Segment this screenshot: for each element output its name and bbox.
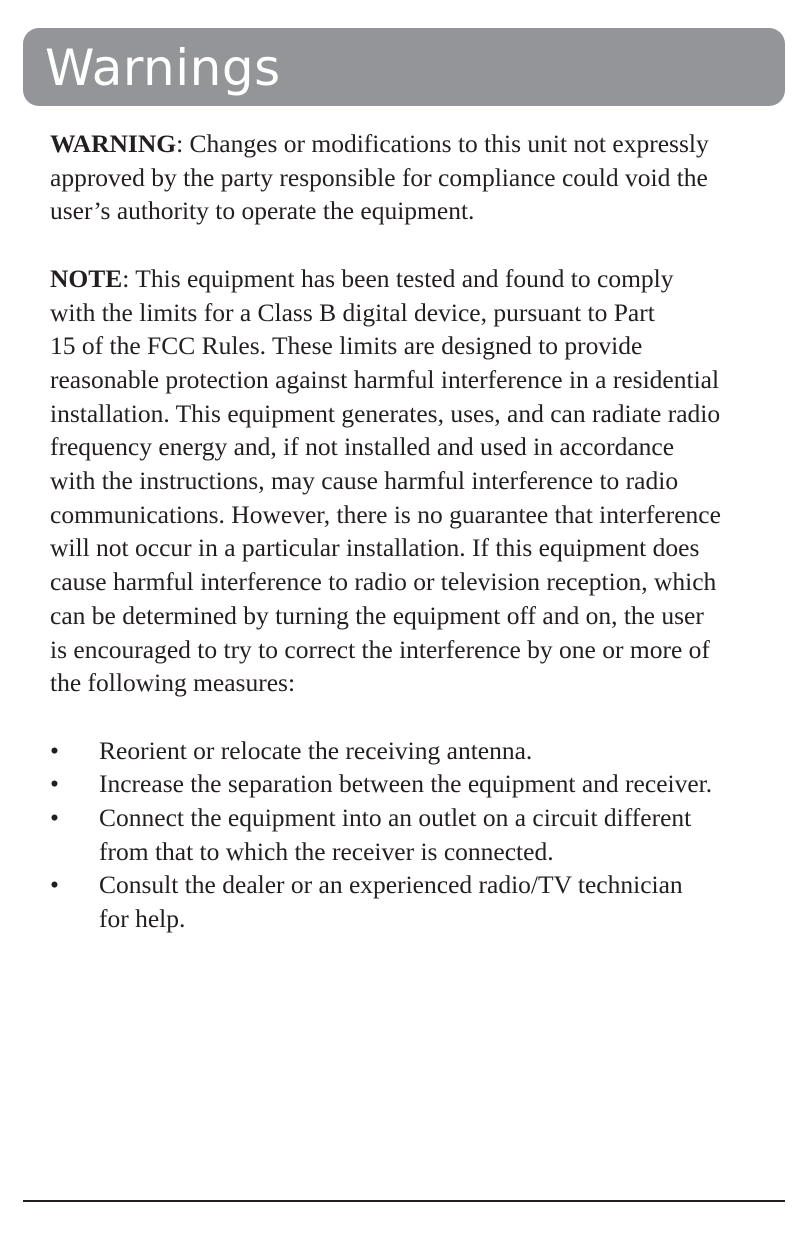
note-line-2: with the limits for a Class B digital device, pursuant to Part <box>50 297 655 327</box>
note-line-12: is encouraged to try to correct the interference by one or more of <box>50 634 710 664</box>
list-item-line: Consult the dealer or an experienced radio/TV technician <box>99 870 683 900</box>
section-title: Warnings <box>45 39 281 97</box>
warning-text: : Changes or modifications to this unit not expressly <box>176 129 709 158</box>
footer-divider <box>23 1200 785 1202</box>
list-item <box>50 767 790 801</box>
note-lead: NOTE <box>50 263 123 293</box>
list-item-line: for help. <box>99 904 186 934</box>
note-line-4: reasonable protection against harmful interference in a residential <box>50 364 720 394</box>
bullet-icon: • <box>50 870 59 900</box>
bullet-icon: • <box>50 769 59 799</box>
note-line-10: cause harmful interference to radio or television reception, which <box>50 567 717 597</box>
warning-paragraph <box>50 127 790 228</box>
warning-line-3: user’s authority to operate the equipment. <box>50 196 475 226</box>
bullet-icon: • <box>50 803 59 833</box>
list-item-line: from that to which the receiver is connected. <box>99 836 554 866</box>
note-line-8: communications. However, there is no guarantee that interference <box>50 499 721 529</box>
list-item <box>50 868 790 935</box>
list-item-line: Reorient or relocate the receiving antenna. <box>99 735 533 765</box>
warnings-content <box>50 127 790 936</box>
note-line-6: frequency energy and, if not installed and used in accordance <box>50 432 675 462</box>
measures-list <box>50 734 790 936</box>
note-line-1 <box>50 262 790 296</box>
note-text: : This equipment has been tested and found to comply <box>122 263 674 293</box>
note-paragraph <box>50 262 790 700</box>
section-header-bar <box>23 28 785 106</box>
note-line-7: with the instructions, may cause harmful interference to radio <box>50 466 679 496</box>
list-item <box>50 734 790 768</box>
list-item-line: Connect the equipment into an outlet on a circuit different <box>99 803 692 833</box>
note-line-5: installation. This equipment generates, uses, and can radiate radio <box>50 398 721 428</box>
note-line-3: 15 of the FCC Rules. These limits are designed to provide <box>50 331 643 361</box>
warning-lead: WARNING <box>50 129 177 158</box>
warning-line-2: approved by the party responsible for compliance could void the <box>50 162 708 192</box>
bullet-icon: • <box>50 735 59 765</box>
note-line-11: can be determined by turning the equipment off and on, the user <box>50 600 704 630</box>
list-item <box>50 801 790 868</box>
warning-line-1 <box>50 127 790 161</box>
note-line-13: the following measures: <box>50 668 296 698</box>
note-line-9: will not occur in a particular installation. If this equipment does <box>50 533 700 563</box>
list-item-line: Increase the separation between the equipment and receiver. <box>99 769 713 799</box>
